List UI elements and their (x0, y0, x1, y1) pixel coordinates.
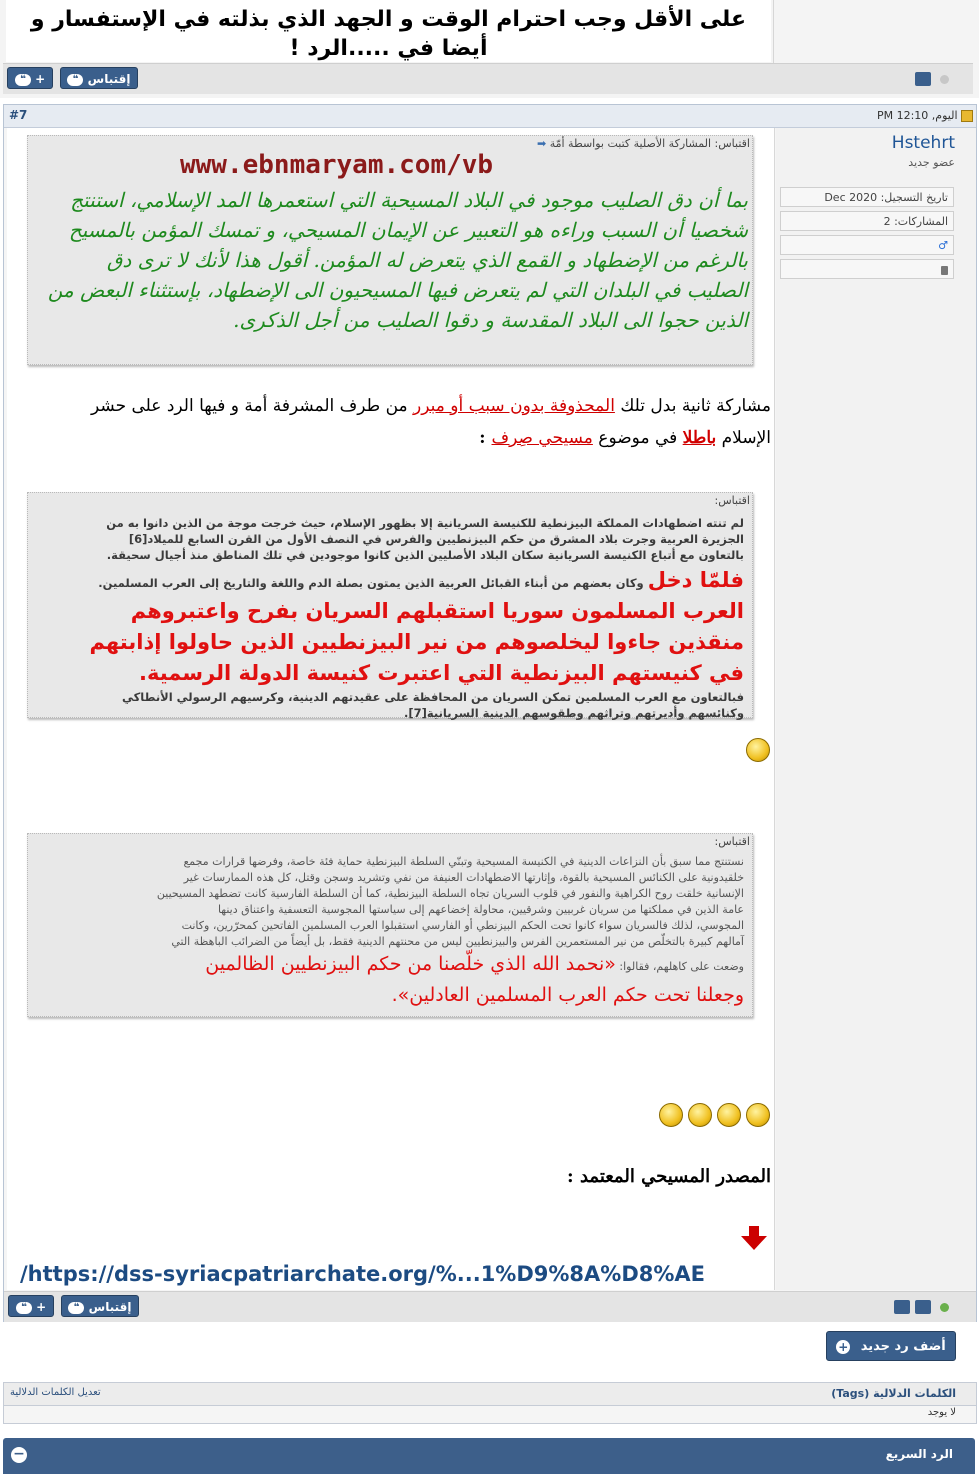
quote-text (42, 854, 744, 1010)
quote-line: فبالتعاون مع العرب المسلمين تمكن السريان من المحافظة على عقيدتهم الدينية، وكرسيهم الرسولي الأنطاكي (121, 690, 744, 704)
plus-icon: + (838, 1339, 849, 1354)
quote-block (27, 492, 753, 718)
author-sidebar (776, 128, 976, 1290)
source-link[interactable]: /https://dss-syriacpatriarchate.org/%...1%D9%8A%D8%AE (20, 1262, 706, 1286)
tags-title: الكلمات الدلالية (Tags) (831, 1387, 956, 1400)
author-name[interactable]: Hstehrt (891, 133, 955, 153)
post-date: اليوم, 12:10 PM (877, 109, 973, 122)
no-tags-text: لا يوجد (927, 1407, 956, 1418)
source-label: المصدر المسيحي المعتمد : (567, 1166, 771, 1187)
deleted-post-link[interactable]: المحذوفة بدون سبب أو مبرر (413, 396, 615, 416)
multi-quote-button[interactable]: ❝ + (8, 1295, 54, 1317)
previous-post-title-line1: على الأقل وجب احترام الوقت و الجهد الذي بذلته في الإستفسار و (30, 7, 747, 32)
multi-quote-button[interactable]: ❝ + (7, 67, 53, 89)
edit-tags-link[interactable]: تعديل الكلمات الدلالية (10, 1387, 101, 1398)
male-icon: ♂ (938, 239, 948, 252)
quote-highlight-line: العرب المسلمون سوريا استقبلهم السريان بفرح واعتبروهم (130, 599, 744, 623)
quote-label: اقتباس: المشاركة الأصلية كتبت بواسطة أمّة ➡ (536, 137, 750, 150)
offline-status-icon (940, 75, 949, 84)
like-icon[interactable] (915, 1300, 931, 1314)
post (3, 104, 977, 1322)
quote-highlight-line: في كنيستهم البيزنطية التي اعتبرت كنيسة الدولة الرسمية. (138, 661, 744, 685)
previous-post-content (6, 0, 771, 62)
quote-bubble-icon: ❝ (15, 74, 31, 86)
quote-block (27, 833, 753, 1017)
quote-label: اقتباس: (714, 835, 750, 848)
quote-line: بالتعاون مع أتباع الكنيسة السريانية سكان البلاد الأصليين الذين كانوا موجودين في تلك المناطق منذ أجيال سحيقة. (106, 548, 744, 562)
smiley-icon (717, 1103, 741, 1127)
tags-box (3, 1382, 977, 1424)
quote-bubble-icon: ❝ (67, 74, 83, 86)
quote-line: عامة الذين في مملكتها من سريان غربيين وشرقيين، محاولة إخضاعهم إلى سياستها المجوسية التعسفية واعتناق دينها (217, 903, 744, 916)
author-extra (780, 259, 954, 279)
add-reply-button[interactable]: أضف رد جديد + (826, 1331, 956, 1361)
quote-line: خلقيدونية على الكنائس المسيحية بالقوة، وإثارتها الاضطهادات العنيفة من نفي وتشريد وسجن وقتل، كل هذه الممارسات غير (183, 871, 744, 884)
quote-button[interactable]: ❝ إقتباس (60, 67, 138, 89)
watermark: www.ebnmaryam.com/vb (180, 150, 494, 180)
quote-line: الإنسانية خلقت روح الكراهية والنفور في قلوب السريان تجاه السلطة البيزنطية، كما أن السلطة الفارسية كانت تضطهد المسيحيين (156, 887, 744, 900)
post-number[interactable]: #7 (9, 108, 28, 122)
quote-line: آمالهم كبيرة بالتخلّص من نير المستعمرين الفرس والبيزنطيين ليس من محنتهم الدينية فقط، بل أيضاً من الضرائب الباهظة التي (171, 935, 744, 948)
previous-post (0, 0, 979, 98)
falsely-link[interactable]: باطلا (682, 428, 717, 448)
quote-line: نستنتج مما سبق بأن النزاعات الدينية في الكنيسة المسيحية وتبنّي السلطة البيزنطية حماية فئة خاصة، وفرضها قرارات مجمع (183, 855, 744, 868)
quote-text: بما أن دق الصليب موجود في البلاد المسيحية التي استعمرها المد الإسلامي، استنتج شخصيا أن السبب وراءه هو التعبير عن الإيمان المسيحي، و تمسك المؤمن بالمسيح بالرغم من الإضطهاد و القمع الذي يتعرض له المؤمن. أقول هذا لأنك لا ترى دق الصليب في البلدان التي لم يتعرض فيها المسيحيون الى الإضطهاد، بإستثناء البعض من الذين حجوا الى البلاد المقدسة و دقوا الصليب من أجل الذكرى. (47, 188, 748, 332)
post-header (4, 105, 976, 128)
quote-line: المجوسي، لذلك فالسريان سواء كانوا تحت الحكم البيزنطي أو الفارسي استقبلوا العرب المسلمين الفاتحين كمحرّرين، وكانت (181, 919, 744, 932)
quote-line: وكنائسهم وأديرتهم وتراثهم وطقوسهم الدينية السريانية[7]. (404, 706, 744, 720)
paragraph-line-2: الإسلام باطلا في موضوع مسيحي صِرف : (479, 428, 771, 448)
christian-topic-link[interactable]: مسيحي صِرف (491, 428, 593, 448)
view-post-arrow-icon[interactable]: ➡ (536, 137, 547, 150)
author-posts-count: المشاركات: 2 (780, 211, 954, 231)
quote-line: وضعت على كاهلهم، فقالوا: «نحمد الله الذي خلّصنا من حكم البيزنطيين الظالمين (205, 953, 744, 975)
quote-block (27, 135, 753, 365)
paragraph-line-1: مشاركة ثانية بدل تلك المحذوفة بدون سبب أو مبرر من طرف المشرفة أمة و فيها الرد على حشر (91, 396, 771, 416)
smiley-icon (688, 1103, 712, 1127)
author-join-date: تاريخ التسجيل: Dec 2020 (780, 187, 954, 207)
quote-highlight-line: وجعلنا تحت حكم العرب المسلمين العادلين». (391, 984, 744, 1006)
previous-post-button-bar (3, 63, 973, 94)
arrow-down-icon (741, 1226, 767, 1250)
quick-reply-title: الرد السريع (885, 1447, 953, 1461)
quote-button[interactable]: ❝ إقتباس (61, 1295, 139, 1317)
quote-bubble-icon: ❝ (68, 1302, 84, 1314)
quick-reply-header[interactable] (3, 1438, 975, 1474)
smiley-icon (746, 1103, 770, 1127)
dislike-icon[interactable] (894, 1300, 910, 1314)
post-date-icon (961, 110, 973, 122)
post-button-bar (4, 1291, 976, 1322)
quote-text (42, 515, 744, 721)
author-rank: عضو جديد (908, 156, 955, 169)
post-content (7, 128, 775, 1290)
quote-line: الجزيرة العربية وجرت بلاد المشرق من حكم البيزنطيين والفرس في النصف الأول من القرن السابع للميلاد[6] (128, 532, 744, 546)
smiley-icon (659, 1103, 683, 1127)
tags-header (4, 1383, 976, 1406)
author-gender (780, 235, 954, 255)
quote-line: فلمّا دخل وكان بعضهم من أبناء القبائل العربية الذين يمتون بصلة الدم واللغة والتاريخ إلى العرب المسلمين. (98, 568, 744, 592)
online-status-icon (940, 1303, 949, 1312)
status-icon (941, 266, 948, 275)
post-paragraph (13, 390, 771, 454)
previous-post-title-line2: أيضا في .....الرد ! (289, 36, 488, 61)
collapse-icon[interactable]: − (11, 1447, 27, 1463)
quote-highlight-line: منقذين جاءوا ليخلصوهم من نير البيزنطيين الذين حاولوا إذابتهم (89, 630, 744, 654)
quote-bubble-icon: ❝ (16, 1302, 32, 1314)
quote-label: اقتباس: (714, 494, 750, 507)
quote-line: لم تنته اضطهادات المملكة البيزنطية للكنيسة السريانية إلا بظهور الإسلام، حيث خرجت موجة من الذين دانوا به من (106, 516, 744, 530)
report-icon[interactable] (915, 72, 931, 86)
smiley-icon (746, 738, 770, 762)
